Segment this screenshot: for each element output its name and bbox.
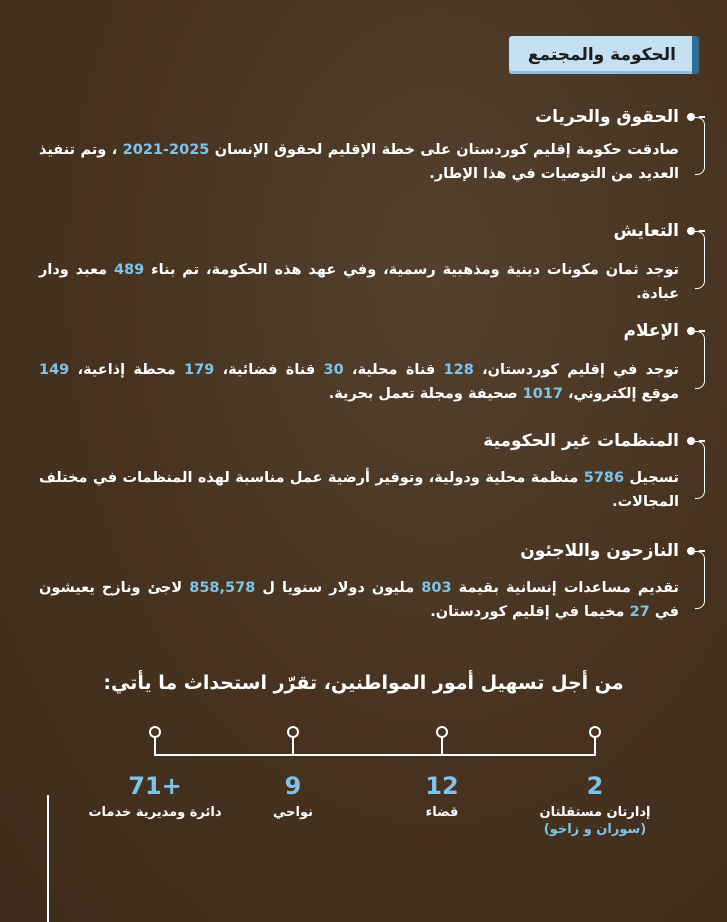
stat-value: 9	[284, 772, 302, 800]
highlight-number: 1017	[522, 386, 563, 402]
stat-value: 2	[586, 772, 604, 800]
timeline-node-icon	[589, 726, 601, 738]
text: موقع إلكتروني،	[563, 386, 679, 402]
text: مليون دولار سنويا ل	[255, 580, 422, 596]
timeline-node-icon	[149, 726, 161, 738]
section-bracket	[695, 551, 705, 609]
highlight-number: 858,578	[189, 580, 256, 596]
text: منظمة محلية ودولية، وتوفير أرضية عمل مناسبة لهذه المنظمات في مختلف المجالات.	[39, 470, 679, 510]
text: تسجيل	[624, 470, 679, 486]
bullet-dot-icon	[687, 547, 695, 555]
stat-independent-admins	[520, 772, 670, 839]
section-bracket	[695, 231, 705, 289]
section-title: النازحون واللاجئون	[520, 541, 679, 561]
stat-label: دائرة ومديرية خدمات	[88, 805, 222, 820]
stat-value: 12	[425, 772, 459, 800]
text: محطة إذاعية،	[69, 362, 185, 378]
sub-heading: من أجل تسهيل أمور المواطنين، تقرّر استحداث ما يأتي:	[103, 672, 624, 694]
text: لاجئ ونازح يعيشون في	[39, 580, 679, 620]
section-title: الحقوق والحريات	[535, 107, 679, 127]
section-body	[39, 466, 679, 514]
timeline-node-icon	[287, 726, 299, 738]
highlight-number: 128	[443, 362, 474, 378]
highlight-number: 489	[114, 262, 145, 278]
section-header-title: الحكومة والمجتمع	[527, 45, 676, 65]
highlight-number: 179	[184, 362, 215, 378]
stat-value: 71+	[128, 772, 182, 800]
bullet-dot-icon	[687, 327, 695, 335]
highlight-number: 27	[629, 604, 650, 620]
section-refugees	[25, 538, 705, 624]
text: توجد ثمان مكونات دينية ومذهبية رسمية، وفي عهد هذه الحكومة، تم بناء	[144, 262, 679, 278]
stat-sub-label: (سوران و زاخو)	[543, 822, 647, 837]
bullet-dot-icon	[687, 227, 695, 235]
text: صادقت حكومة إقليم كوردستان على خطة الإقليم لحقوق الإنسان	[209, 142, 679, 158]
text: توجد في إقليم كوردستان،	[473, 362, 679, 378]
stat-label: نواحي	[272, 805, 313, 820]
section-bracket	[695, 117, 705, 175]
section-body	[39, 258, 679, 306]
text: قناة فضائية،	[214, 362, 324, 378]
section-title: الإعلام	[623, 321, 679, 341]
section-ngos	[25, 428, 705, 514]
highlight-number: 803	[421, 580, 452, 596]
section-bracket	[695, 331, 705, 389]
bullet-dot-icon	[687, 113, 695, 121]
stat-label: قضاء	[425, 805, 459, 820]
stat-label: إدارتان مستقلتان	[539, 805, 651, 820]
text: ، وتم تنفيذ العديد من التوصيات في هذا الإطار.	[39, 142, 679, 182]
section-title: المنظمات غير الحكومية	[483, 431, 679, 451]
stat-directorates	[80, 772, 230, 821]
section-coexistence	[25, 218, 705, 306]
text: قناة محلية،	[343, 362, 444, 378]
section-title: التعايش	[613, 221, 679, 241]
highlight-number: 149	[39, 362, 70, 378]
highlight-number: 30	[323, 362, 344, 378]
timeline-line	[154, 754, 595, 756]
highlight-number: 5786	[583, 470, 625, 486]
text: صحيفة ومجلة تعمل بحرية.	[328, 386, 523, 402]
text: تقديم مساعدات إنسانية بقيمة	[451, 580, 679, 596]
section-body	[39, 576, 679, 624]
decorative-vertical-line	[47, 795, 49, 922]
text: معبد ودار عبادة.	[39, 262, 679, 302]
section-bracket	[695, 441, 705, 499]
section-body	[39, 358, 679, 406]
section-rights	[25, 104, 705, 186]
stat-districts	[367, 772, 517, 821]
timeline-node-icon	[436, 726, 448, 738]
text: مخيما في إقليم كوردستان.	[430, 604, 630, 620]
bullet-dot-icon	[687, 437, 695, 445]
stat-subdistricts	[218, 772, 368, 821]
section-body	[39, 138, 679, 186]
section-media	[25, 318, 705, 406]
highlight-number: 2025-2021	[122, 142, 210, 158]
section-header-badge	[509, 36, 699, 74]
